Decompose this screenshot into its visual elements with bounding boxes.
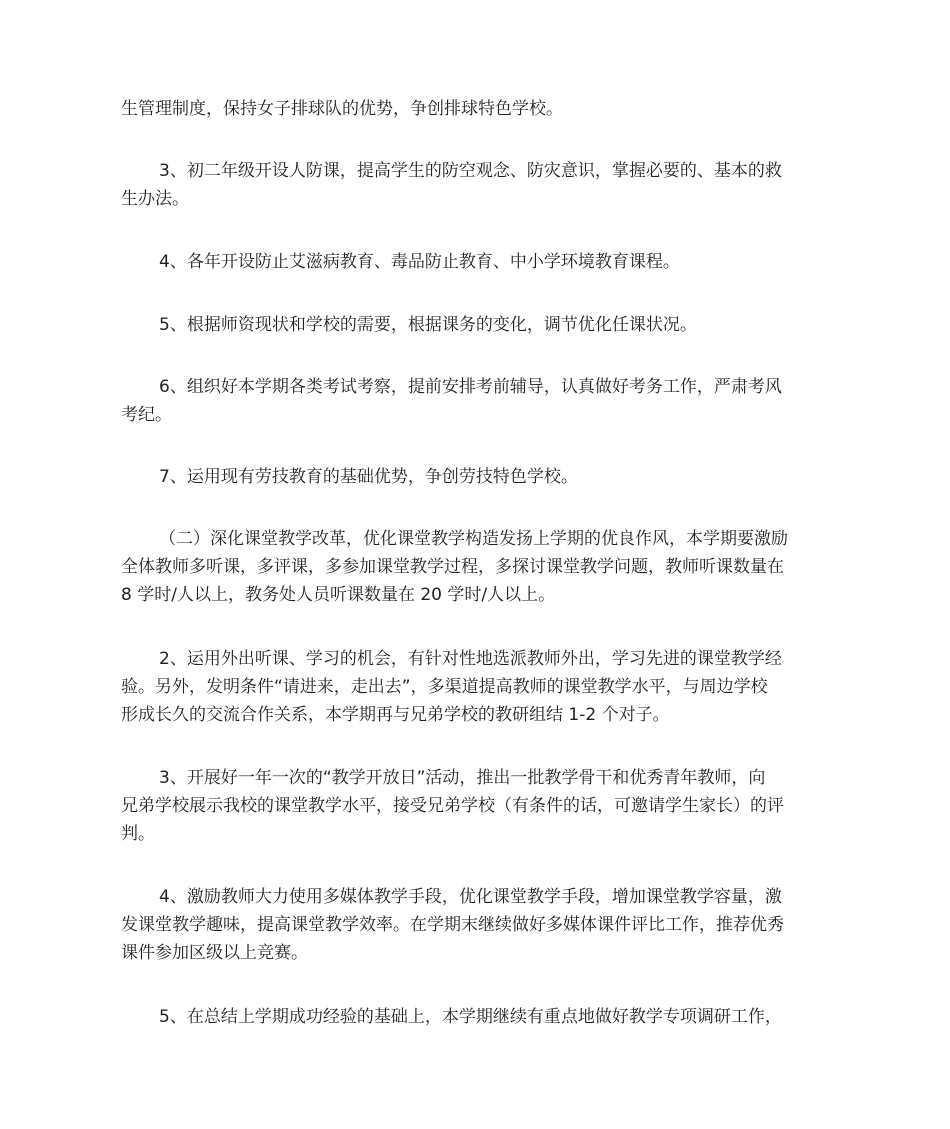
- text-line: 6、组织好本学期各类考试考察，提前安排考前辅导，认真做好考务工作，严肃考风: [159, 377, 782, 397]
- text-line: 5、根据师资现状和学校的需要，根据课务的变化，调节优化任课状况。: [159, 315, 697, 335]
- paragraph-item-4-health-education: [121, 248, 829, 276]
- text-line: 5、在总结上学期成功经验的基础上，本学期继续有重点地做好教学专项调研工作，: [159, 1007, 782, 1027]
- text-line: 形成长久的交流合作关系，本学期再与兄弟学校的教研组结 1-2 个对子。: [121, 705, 670, 725]
- text-line: 4、各年开设防止艾滋病教育、毒品防止教育、中小学环境教育课程。: [159, 252, 680, 272]
- paragraph-item-6-exams: [121, 373, 829, 429]
- paragraph-item-3-open-day: [121, 764, 829, 848]
- text-line: 发课堂教学趣味，提高课堂教学效率。在学期末继续做好多媒体课件评比工作，推荐优秀: [121, 915, 784, 935]
- paragraph-item-4-multimedia: [121, 883, 829, 967]
- text-line: 全体教师多听课，多评课，多参加课堂教学过程，多探讨课堂教学问题，教师听课数量在: [121, 557, 784, 577]
- paragraph-item-3-civil-defense: [121, 157, 829, 213]
- text-line: 考纪。: [121, 405, 172, 425]
- paragraph-item-2-external-learning: [121, 645, 829, 729]
- text-line: 3、初二年级开设人防课，提高学生的防空观念、防灾意识，掌握必要的、基本的救: [159, 161, 782, 181]
- text-line: 生办法。: [121, 189, 189, 209]
- text-line: 生管理制度，保持女子排球队的优势，争创排球特色学校。: [121, 99, 563, 119]
- text-line: （二）深化课堂教学改革，优化课堂教学构造发扬上学期的优良作风，本学期要激励: [159, 529, 788, 549]
- text-line: 兄弟学校展示我校的课堂教学水平，接受兄弟学校（有条件的话，可邀请学生家长）的评: [121, 796, 784, 816]
- paragraph-item-5-staffing: [121, 311, 829, 339]
- text-line: 7、运用现有劳技教育的基础优势，争创劳技特色学校。: [159, 467, 578, 487]
- text-line: 验。另外，发明条件“请进来，走出去”，多渠道提高教师的课堂教学水平，与周边学校: [121, 677, 768, 697]
- paragraph-continuation: [121, 95, 829, 123]
- paragraph-item-5-research: [121, 1003, 829, 1031]
- text-line: 8 学时/人以上，教务处人员听课数量在 20 学时/人以上。: [121, 585, 556, 605]
- text-line: 3、开展好一年一次的“教学开放日”活动，推出一批教学骨干和优秀青年教师，向: [159, 768, 766, 788]
- text-line: 课件参加区级以上竞赛。: [121, 943, 308, 963]
- text-line: 2、运用外出听课、学习的机会，有针对性地选派教师外出，学习先进的课堂教学经: [159, 649, 782, 669]
- text-line: 判。: [121, 824, 155, 844]
- paragraph-item-7-labor-skills: [121, 463, 829, 491]
- paragraph-section-2-classroom-reform: [121, 525, 829, 609]
- text-line: 4、激励教师大力使用多媒体教学手段，优化课堂教学手段，增加课堂教学容量，激: [159, 887, 782, 907]
